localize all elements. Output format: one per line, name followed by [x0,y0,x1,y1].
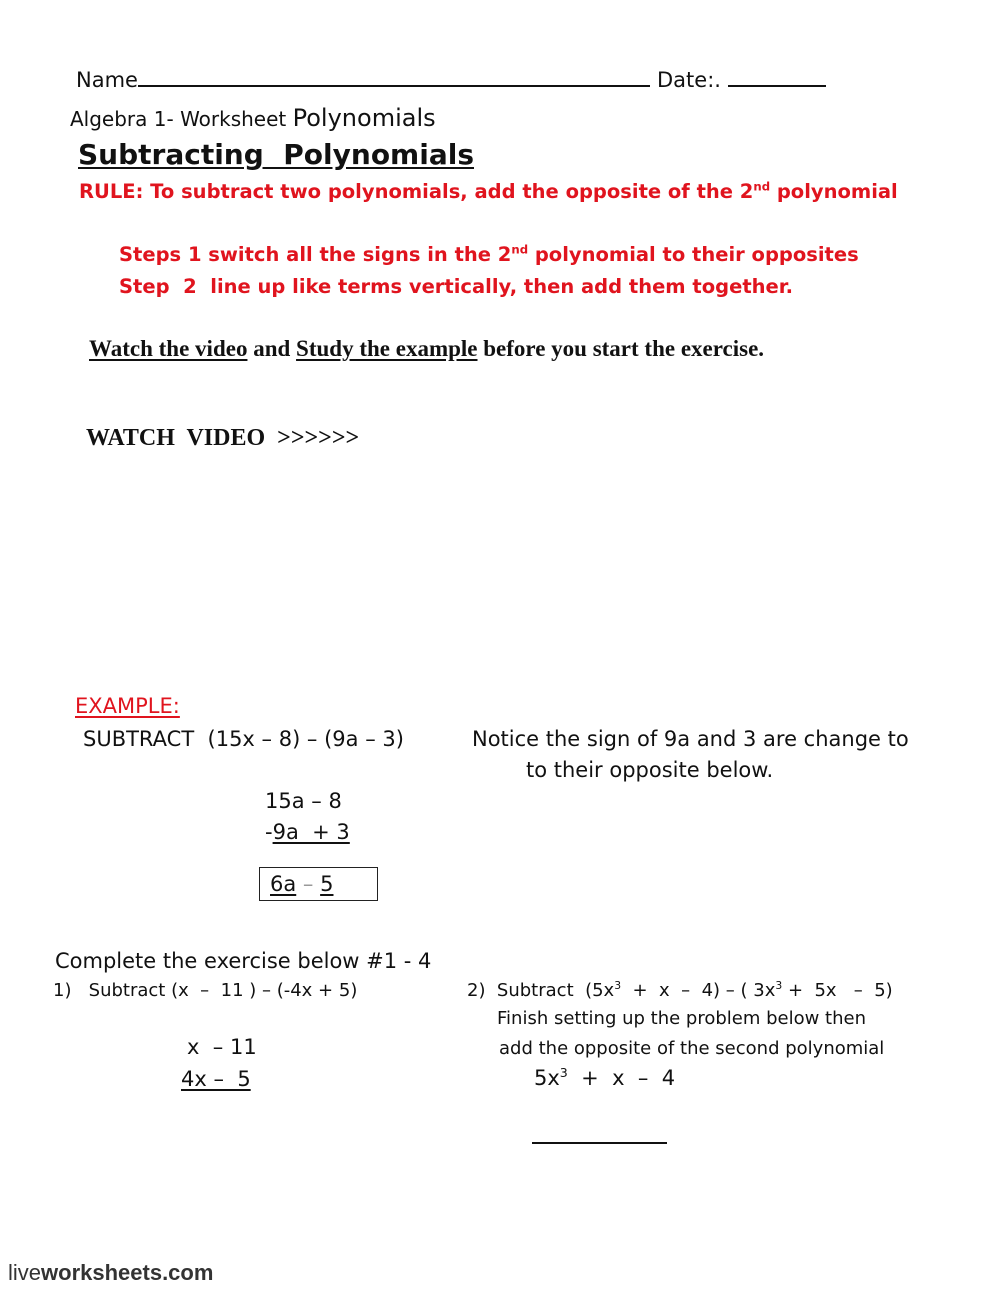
step-1: Steps 1 switch all the signs in the 2nd polynomial to their opposites [119,242,859,266]
question-1-line-1: x – 11 [187,1035,257,1059]
example-line-1: 15a – 8 [265,789,342,813]
subtitle-prefix: Algebra 1- Worksheet [70,107,287,131]
example-line-2: -9a + 3 [265,820,350,844]
study-example-link[interactable]: Study the example [296,336,478,361]
example-problem: SUBTRACT (15x – 8) – (9a – 3) [83,727,404,751]
question-2-instruction-2: add the opposite of the second polynomial [499,1038,885,1059]
question-2-answer-blank[interactable] [532,1142,667,1144]
name-field [76,68,650,92]
example-note-line1: Notice the sign of 9a and 3 are change to [472,727,909,751]
step-2: Step 2 line up like terms vertically, then add them together. [119,275,793,298]
exercise-heading: Complete the exercise below #1 - 4 [55,949,432,973]
video-area[interactable] [90,465,910,680]
instructions: Watch the video and Study the example before you start the exercise. [89,336,765,361]
example-answer: 6a – 5 [270,872,334,896]
date-label: Date:. [657,68,721,92]
rule-text: RULE: To subtract two polynomials, add the opposite of the 2nd polynomial [79,179,898,203]
question-1-line-2: 4x – 5 [181,1067,251,1091]
subtitle-topic: Polynomials [292,104,436,132]
worksheet-subtitle [70,104,436,132]
question-2-instruction-1: Finish setting up the problem below then [497,1008,867,1029]
question-2-label: 2) Subtract $(5x^3 + x - 4)$ – ( $3x^3 + 5x - 5$) [467,979,893,1001]
question-1-label: 1) Subtract (x – 11 ) – (-4x + 5) [53,980,358,1001]
name-label: Name [76,68,138,92]
liveworksheets-logo[interactable]: liveworksheets.com [8,1260,214,1285]
date-field [657,68,826,92]
page-title: Subtracting Polynomials [78,138,474,171]
watch-video-link[interactable]: Watch the video [89,336,248,361]
example-note-line2: to their opposite below. [526,758,774,782]
watch-video-label[interactable]: WATCH VIDEO >>>>>> [86,425,360,451]
date-blank[interactable] [728,84,826,87]
question-2-line-1: $5x^3 + x - 4$ [534,1065,676,1090]
name-blank[interactable] [138,84,650,87]
example-heading: EXAMPLE: [75,694,180,718]
